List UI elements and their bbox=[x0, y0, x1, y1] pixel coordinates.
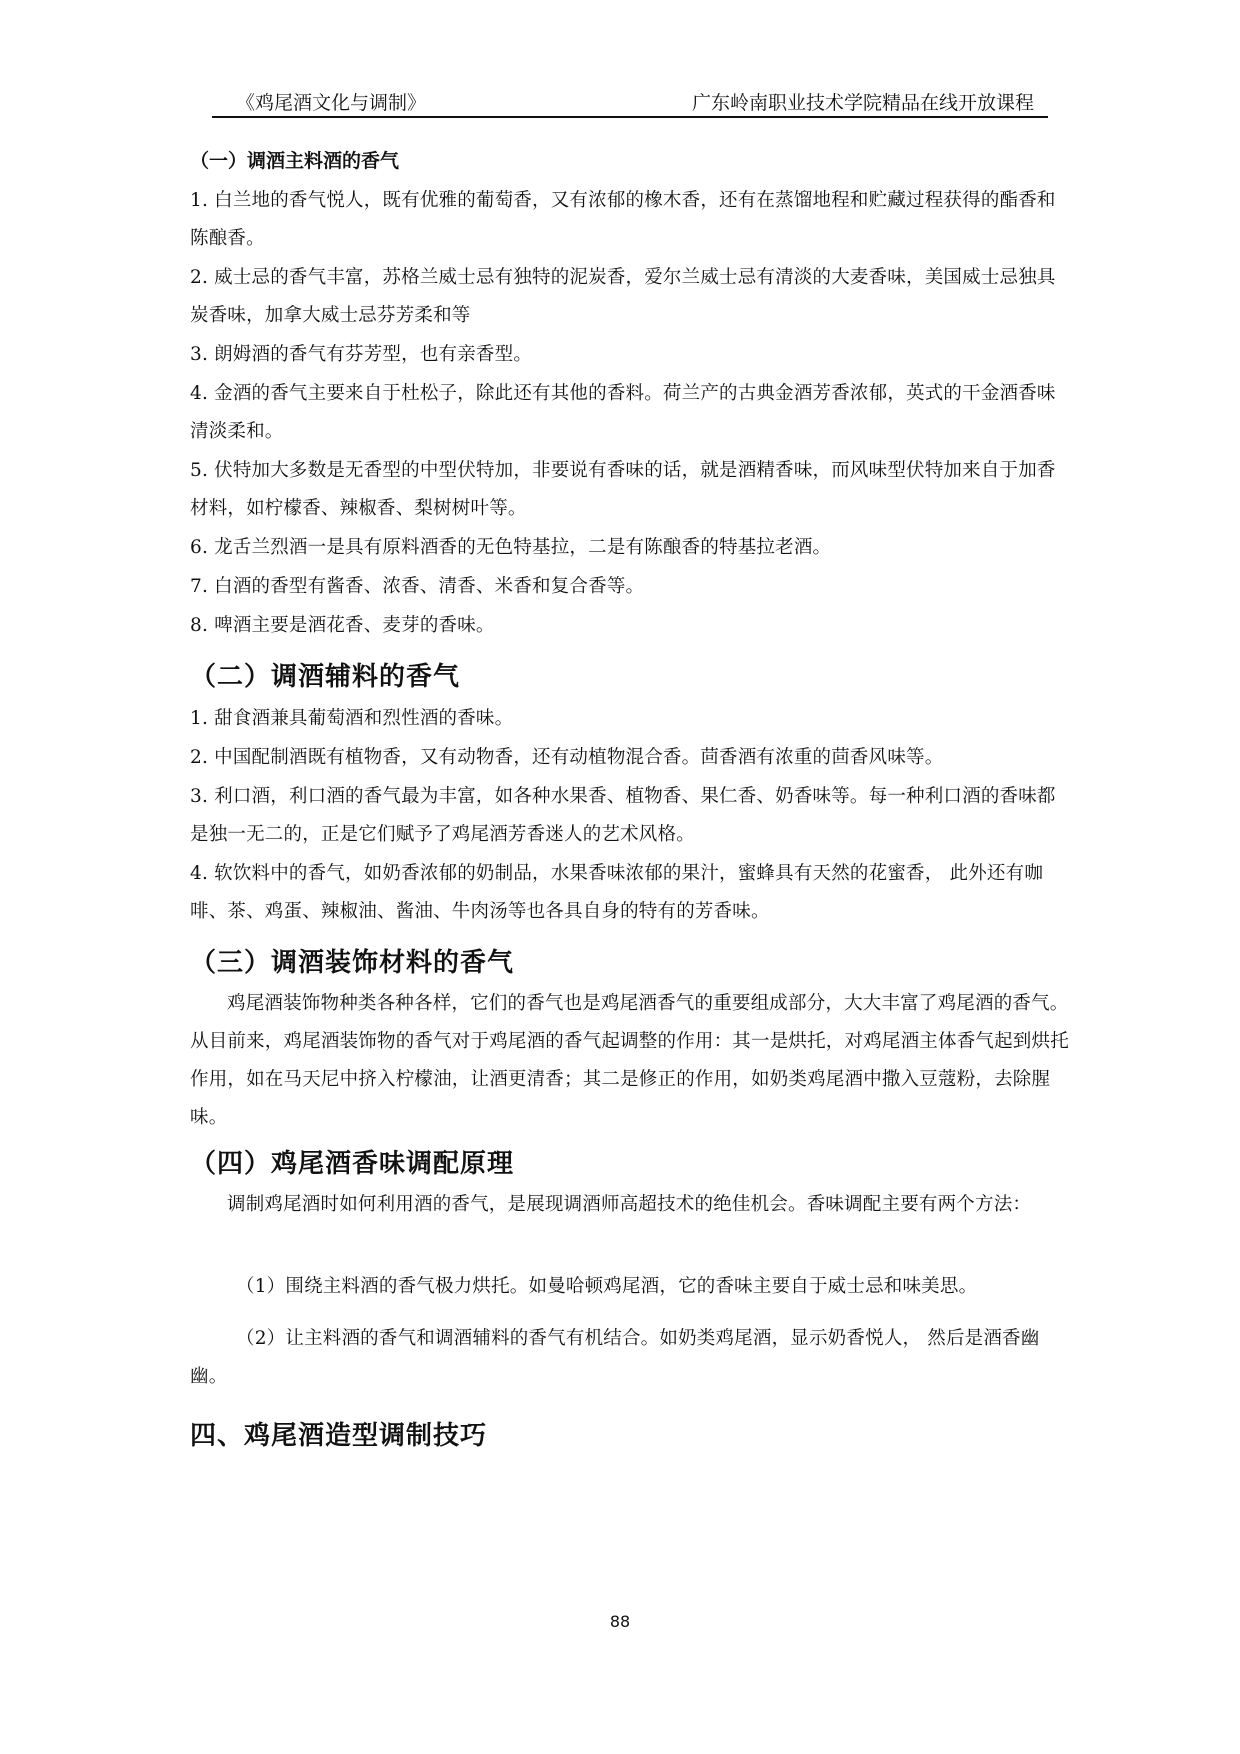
paragraph-item: 1. 甜食酒兼具葡萄酒和烈性酒的香味。 bbox=[190, 708, 514, 729]
header-course-title: 《鸡尾酒文化与调制》 bbox=[236, 92, 427, 114]
page-header bbox=[212, 86, 1048, 116]
paragraph-item: 2. 威士忌的香气丰富，苏格兰威士忌有独特的泥炭香，爱尔兰威士忌有清淡的大麦香味，美国威士忌独具炭香味，加拿大威士忌芬芳柔和等 bbox=[190, 267, 1056, 326]
paragraph-item: 1. 白兰地的香气悦人，既有优雅的葡萄香，又有浓郁的橡木香，还有在蒸馏地程和贮藏过程获得的酯香和陈酿香。 bbox=[190, 190, 1056, 249]
paragraph-item: 8. 啤酒主要是酒花香、麦芽的香味。 bbox=[190, 615, 495, 636]
paragraph-item: 4. 软饮料中的香气，如奶香浓郁的奶制品，水果香味浓郁的果汁，蜜蜂具有天然的花蜜香， 此外还有咖啡、茶、鸡蛋、辣椒油、酱油、牛肉汤等也各具自身的特有的芳香味。 bbox=[190, 863, 1044, 922]
paragraph-item: 3. 朗姆酒的香气有芬芳型，也有亲香型。 bbox=[190, 344, 533, 365]
paragraph-method: （2）让主料酒的香气和调酒辅料的香气有机结合。如奶类鸡尾酒，显示奶香悦人， 然后是酒香幽幽。 bbox=[190, 1328, 1040, 1387]
chapter-heading: 四、鸡尾酒造型调制技巧 bbox=[190, 1421, 488, 1451]
section-heading-main-spirits: （一）调酒主料酒的香气 bbox=[190, 150, 400, 172]
header-institution: 广东岭南职业技术学院精品在线开放课程 bbox=[691, 92, 1034, 114]
paragraph-item: 6. 龙舌兰烈酒一是具有原料酒香的无色特基拉，二是有陈酿香的特基拉老酒。 bbox=[190, 537, 832, 558]
header-rule bbox=[212, 116, 1048, 118]
paragraph-item: 3. 利口酒，利口酒的香气最为丰富，如各种水果香、植物香、果仁香、奶香味等。每一种利口酒的香味都是独一无二的，正是它们赋予了鸡尾酒芳香迷人的艺术风格。 bbox=[190, 786, 1056, 845]
paragraph-item: 4. 金酒的香气主要来自于杜松子，除此还有其他的香料。荷兰产的古典金酒芳香浓郁，英式的干金酒香味清淡柔和。 bbox=[190, 383, 1056, 442]
paragraph-item: 7. 白酒的香型有酱香、浓香、清香、米香和复合香等。 bbox=[190, 576, 645, 597]
page-number: 88 bbox=[609, 1612, 631, 1631]
paragraph-item: 2. 中国配制酒既有植物香，又有动物香，还有动植物混合香。茴香酒有浓重的茴香风味等。 bbox=[190, 747, 944, 768]
paragraph-method: （1）围绕主料酒的香气极力烘托。如曼哈顿鸡尾酒，它的香味主要自于威士忌和味美思。 bbox=[236, 1276, 978, 1297]
section-heading-auxiliary: （二）调酒辅料的香气 bbox=[190, 662, 461, 692]
paragraph-body: 鸡尾酒装饰物种类各种各样，它们的香气也是鸡尾酒香气的重要组成部分，大大丰富了鸡尾酒的香气。从目前来，鸡尾酒装饰物的香气对于鸡尾酒的香气起调整的作用：其一是烘托，对鸡尾酒主体香气起到烘托作用，如在马天尼中挤入柠檬油，让酒更清香；其二是修正的作用，如奶类鸡尾酒中撒入豆蔻粉，去除腥味。 bbox=[190, 993, 1069, 1128]
paragraph-intro: 调制鸡尾酒时如何利用酒的香气，是展现调酒师高超技术的绝佳机会。香味调配主要有两个方法： bbox=[227, 1194, 1032, 1215]
paragraph-item: 5. 伏特加大多数是无香型的中型伏特加，非要说有香味的话，就是酒精香味，而风味型伏特加来自于加香材料，如柠檬香、辣椒香、梨树树叶等。 bbox=[190, 460, 1056, 519]
section-heading-blending-principle: （四）鸡尾酒香味调配原理 bbox=[190, 1149, 515, 1179]
section-heading-garnish: （三）调酒装饰材料的香气 bbox=[190, 948, 515, 978]
